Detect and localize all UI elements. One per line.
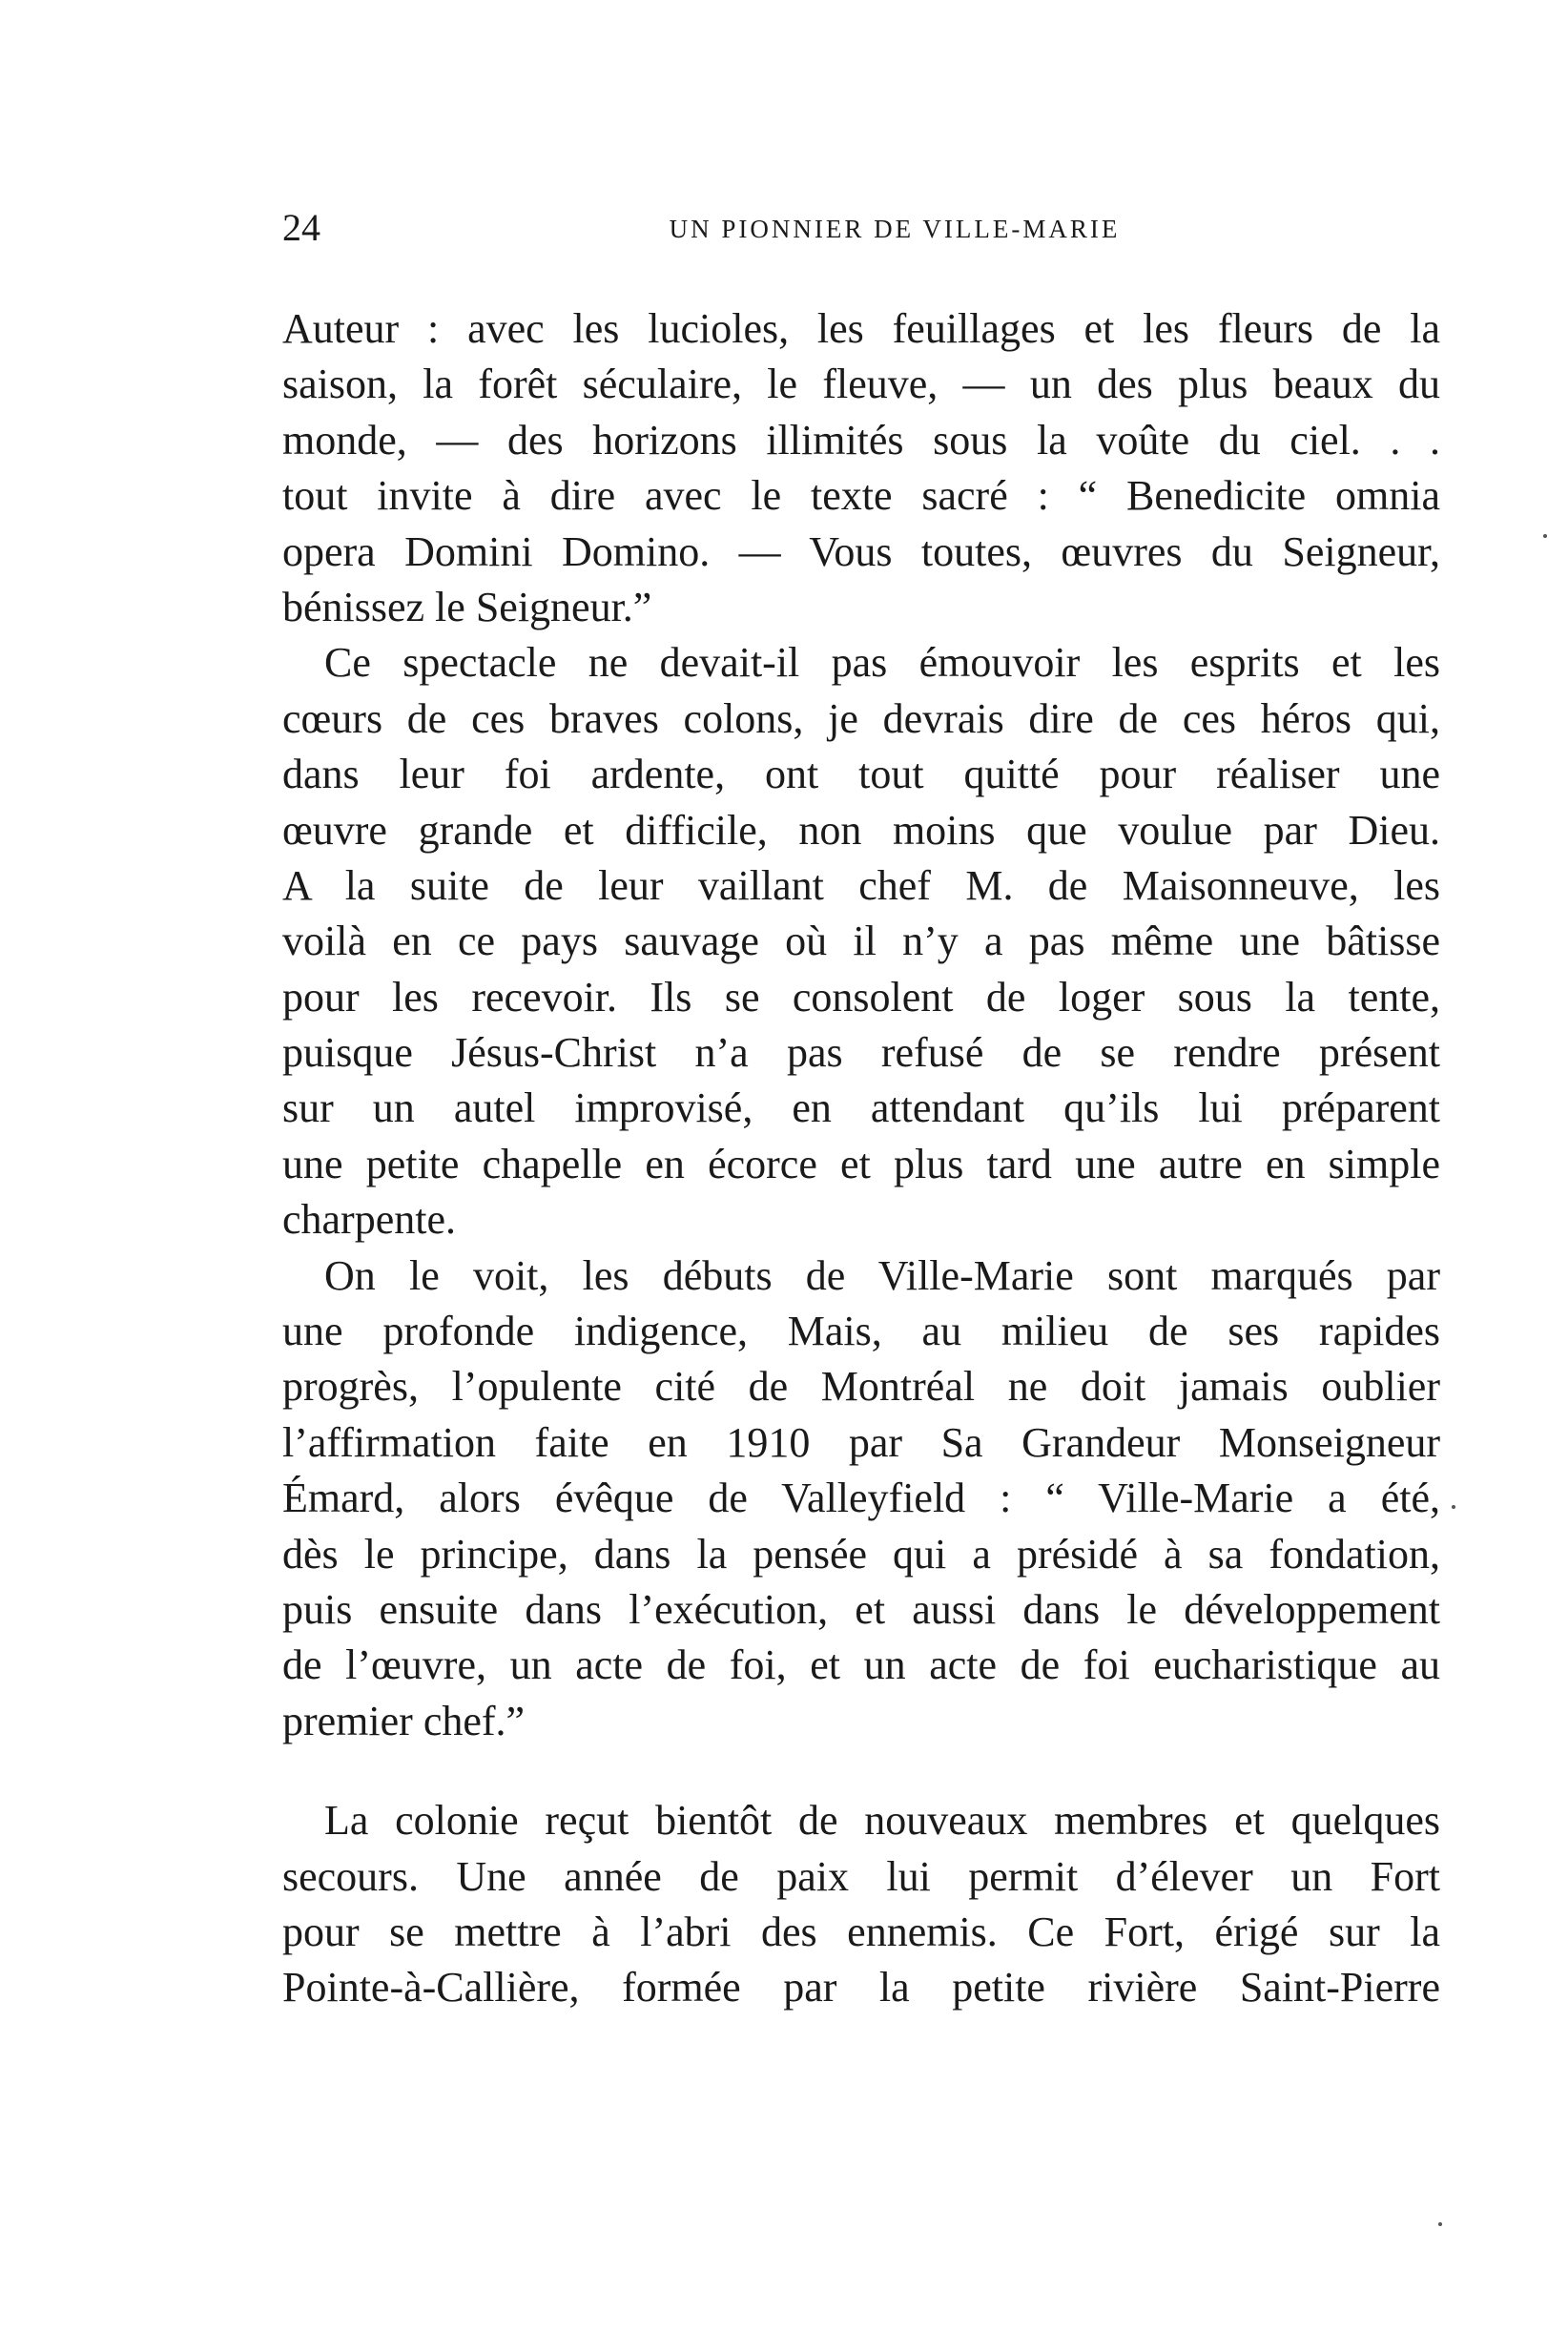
text-line: dans leur foi ardente, ont tout quitté pour réaliser une	[282, 751, 1440, 798]
text-line: bénissez le Seigneur.”	[282, 583, 652, 630]
text-line: de l’œuvre, un acte de foi, et un acte de foi eucharistique au	[282, 1641, 1440, 1689]
text-line: Auteur : avec les lucioles, les feuillages et les fleurs de la	[282, 305, 1440, 352]
text-line: Émard, alors évêque de Valleyfield : “ Ville-Marie a été,	[282, 1475, 1440, 1522]
text-line: voilà en ce pays sauvage où il n’y a pas même une bâtisse	[282, 918, 1440, 965]
scan-speck	[1543, 534, 1547, 538]
body-text	[282, 301, 1440, 2016]
text-line: une profonde indigence, Mais, au milieu de ses rapides	[282, 1308, 1440, 1355]
text-line: dès le principe, dans la pensée qui a présidé à sa fondation,	[282, 1530, 1440, 1578]
text-line: A la suite de leur vaillant chef M. de Maisonneuve, les	[282, 861, 1440, 909]
text-line: une petite chapelle en écorce et plus tard une autre en simple	[282, 1140, 1440, 1187]
text-line: pour les recevoir. Ils se consolent de loger sous la tente,	[282, 973, 1440, 1021]
text-line: On le voit, les débuts de Ville-Marie sont marqués par	[324, 1251, 1440, 1299]
paragraph-3	[282, 1248, 1440, 1750]
text-line: puisque Jésus-Christ n’a pas refusé de se rendre présent	[282, 1029, 1440, 1077]
text-line: charpente.	[282, 1196, 456, 1244]
text-line: Ce spectacle ne devait-il pas émouvoir les esprits et les	[324, 639, 1440, 687]
scan-speck	[1438, 2222, 1442, 2226]
text-line: œuvre grande et difficile, non moins que voulue par Dieu.	[282, 806, 1440, 854]
text-line: sur un autel improvisé, en attendant qu’ils lui préparent	[282, 1084, 1440, 1132]
text-line: l’affirmation faite en 1910 par Sa Grandeur Monseigneur	[282, 1418, 1440, 1466]
text-line: pour se mettre à l’abri des ennemis. Ce Fort, érigé sur la	[282, 1908, 1440, 1955]
paragraph-1	[282, 301, 1440, 635]
text-line: opera Domini Domino. — Vous toutes, œuvres du Seigneur,	[282, 527, 1440, 575]
text-line: saison, la forêt séculaire, le fleuve, — un des plus beaux du	[282, 361, 1440, 408]
text-line: puis ensuite dans l’exécution, et aussi dans le développement	[282, 1585, 1440, 1633]
text-line: La colonie reçut bientôt de nouveaux membres et quelques	[324, 1797, 1440, 1845]
text-line: monde, — des horizons illimités sous la voûte du ciel. . .	[282, 416, 1440, 464]
paragraph-4	[282, 1793, 1440, 2016]
section-spacer	[282, 1749, 1440, 1793]
scan-speck	[1452, 1505, 1455, 1509]
running-title: UN PIONNIER DE VILLE-MARIE	[669, 215, 1121, 243]
page-number: 24	[282, 206, 320, 249]
text-line: progrès, l’opulente cité de Montréal ne doit jamais oublier	[282, 1363, 1440, 1411]
page-header	[282, 204, 1440, 252]
text-line: Pointe-à-Callière, formée par la petite rivière Saint-Pierre	[282, 1964, 1440, 2012]
text-line: tout invite à dire avec le texte sacré : “ Benedicite omnia	[282, 472, 1440, 520]
text-line: premier chef.”	[282, 1697, 526, 1744]
text-line: secours. Une année de paix lui permit d’élever un Fort	[282, 1852, 1440, 1900]
paragraph-2	[282, 635, 1440, 1248]
text-line: cœurs de ces braves colons, je devrais dire de ces héros qui,	[282, 694, 1440, 742]
